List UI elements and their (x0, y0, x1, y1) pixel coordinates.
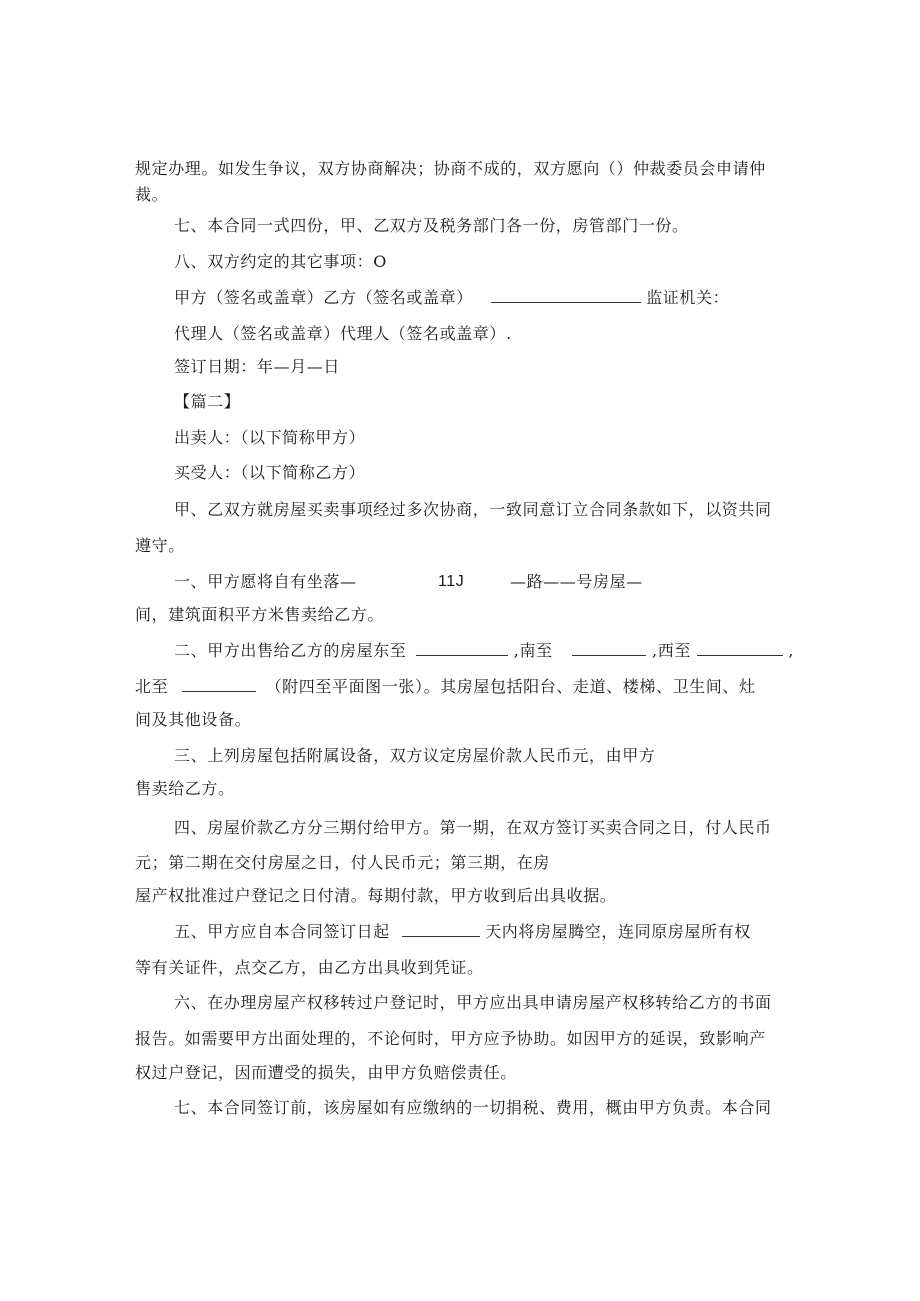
text-line: 三、上列房屋包括附属设备，双方议定房屋价款人民币元，由甲方 (174, 746, 656, 765)
text-fragment: —路——号房屋— (510, 572, 643, 591)
text-fragment: 11J (438, 573, 465, 590)
text-fragment: 天内将房屋腾空，连同原房屋所有权 (485, 922, 751, 941)
text-line: 报告。如需要甲方出面处理的，不论何时，甲方应予协助。如因甲方的延误，致影响产 (135, 1029, 766, 1048)
text-fragment: 二、甲方出售给乙方的房屋东至 (174, 641, 407, 660)
text-line: 屋产权批准过户登记之日付清。每期付款，甲方收到后出具收据。 (135, 886, 617, 905)
text-line: 代理人（签名或盖章）代理人（签名或盖章）. (174, 324, 512, 343)
text-line: 六、在办理房屋产权移转过户登记时，甲方应出具申请房屋产权移转给乙方的书面 (174, 993, 772, 1012)
signature-line (174, 288, 729, 308)
blank-underline (416, 641, 508, 656)
text-fragment: 五、甲方应自本合同签订日起 (174, 922, 390, 941)
boundary-line (174, 641, 794, 661)
text-line: 出卖人：（以下简称甲方） (174, 428, 366, 447)
section-heading: 【篇二】 (174, 392, 241, 411)
text-fragment: 北至 (135, 677, 169, 696)
text-line: 间及其他设备。 (135, 710, 252, 729)
text-line: 买受人：（以下简称乙方） (174, 463, 366, 482)
blank-underline (697, 641, 783, 656)
text-line: 裁。 (135, 185, 169, 204)
text-line: 遵守。 (135, 536, 185, 555)
text-line: 等有关证件，点交乙方，由乙方出具收到凭证。 (135, 958, 484, 977)
supervisor-label: 监证机关： (646, 288, 730, 307)
blank-underline (491, 288, 641, 303)
vacate-line (174, 922, 751, 942)
blank-underline (572, 641, 646, 656)
text-line: 元；第二期在交付房屋之日，付人民币元；第三期，在房 (135, 853, 551, 872)
text-line: 七、本合同签订前，该房屋如有应缴纳的一切捐税、费用，概由甲方负责。本合同 (174, 1098, 772, 1117)
blank-underline (182, 677, 256, 692)
text-line: 售卖给乙方。 (135, 779, 235, 798)
text-line: 甲、乙双方就房屋买卖事项经过多次协商，一致同意订立合同条款如下，以资共同 (174, 500, 772, 519)
text-line: 四、房屋价款乙方分三期付给甲方。第一期，在双方签订买卖合同之日，付人民币 (174, 818, 772, 837)
text-line: 八、双方约定的其它事项：O (174, 252, 387, 271)
text-fragment: ,西至 (652, 641, 691, 660)
text-line: 签订日期：年—月—日 (174, 357, 341, 376)
text-fragment: , (788, 641, 794, 660)
signature-parties: 甲方（签名或盖章）乙方（签名或盖章） (174, 288, 473, 307)
boundary-line (135, 677, 756, 697)
text-line: 权过户登记，因而遭受的损失，由甲方负赔偿责任。 (135, 1063, 517, 1082)
blank-underline (402, 922, 480, 937)
text-line: 间，建筑面积平方米售卖给乙方。 (135, 605, 385, 624)
text-line: 一、甲方愿将自有坐落— (174, 572, 357, 591)
text-line: 七、本合同一式四份，甲、乙双方及税务部门各一份，房管部门一份。 (174, 216, 689, 235)
text-line: 规定办理。如发生争议，双方协商解决；协商不成的，双方愿向（）仲裁委员会申请仲 (135, 159, 766, 178)
text-fragment: （附四至平面图一张）。其房屋包括阳台、走道、楼梯、卫生间、灶 (265, 677, 756, 696)
text-fragment: ,南至 (513, 641, 553, 660)
